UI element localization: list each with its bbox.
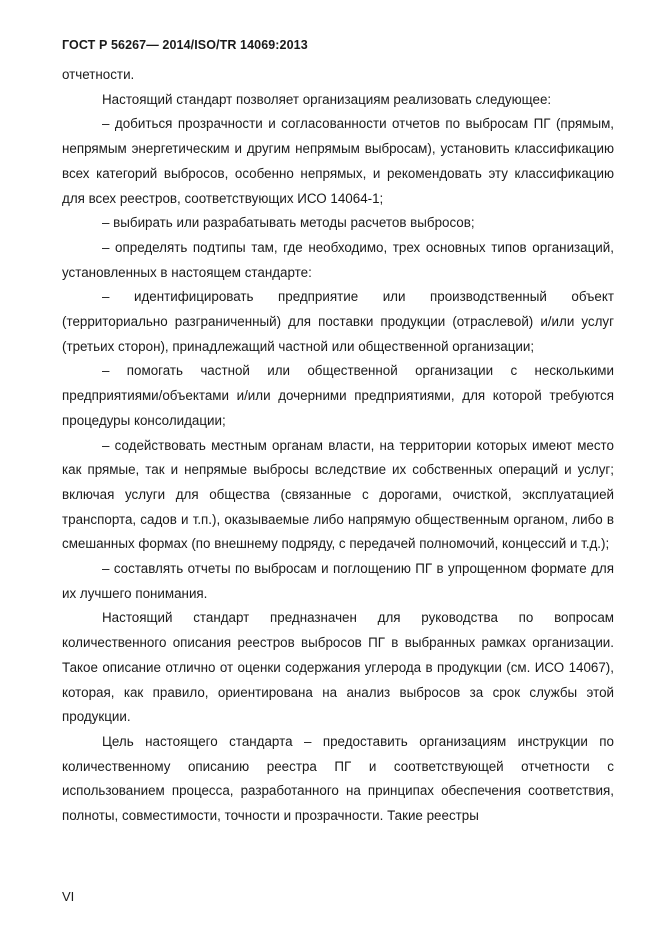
list-item: – составлять отчеты по выбросам и поглощению ПГ в упрощенном формате для их лучшего понимания.	[62, 561, 614, 601]
paragraph: Цель настоящего стандарта – предоставить организациям инструкции по количественному описанию реестра ПГ и соответствующей отчетности с использованием процесса, разработанного на принципах обеспечения соответствия, полноты, совместимости, точности и прозрачности. Такие реестры	[62, 733, 614, 824]
paragraph: Настоящий стандарт предназначен для руководства по вопросам количественного описания реестров выбросов ПГ в выбранных рамках организации. Такое описание отлично от оценки содержания углерода в продукции (см. ИСО 14067), которая, как правило, ориентирована на анализ выбросов за срок службы этой продукции.	[62, 610, 614, 725]
document-body	[62, 63, 614, 829]
list-item: – содействовать местным органам власти, на территории которых имеют место как прямые, так и непрямые выбросы вследствие их собственных операций и услуг; включая услуги для общества (связанные с дорогами, очисткой, эксплуатацией транспорта, садов и т.п.), оказываемые либо напрямую общественным органом, либо в смешанных формах (по внешнему подряду, с передачей полномочий, концессий и т.д.);	[62, 437, 614, 552]
list-item: – идентифицировать предприятие или производственный объект (территориально разграниченный) для поставки продукции (отраслевой) и/или услуг (третьих сторон), принадлежащий частной или общественной организации;	[62, 289, 614, 354]
list-item: – определять подтипы там, где необходимо, трех основных типов организаций, установленных в настоящем стандарте:	[62, 239, 614, 280]
paragraph: отчетности.	[62, 67, 135, 82]
page-number: VI	[62, 889, 75, 904]
paragraph: Настоящий стандарт позволяет организациям реализовать следующее:	[102, 91, 552, 107]
list-item: – выбирать или разрабатывать методы расчетов выбросов;	[102, 215, 475, 231]
list-item: – помогать частной или общественной организации с несколькими предприятиями/объектами и/или дочерними предприятиями, для которой требуются процедуры консолидации;	[62, 363, 614, 428]
document-header: ГОСТ Р 56267— 2014/ISO/TR 14069:2013	[62, 38, 308, 52]
list-item: – добиться прозрачности и согласованности отчетов по выбросам ПГ (прямым, непрямым энергетическим и другим непрямым выбросам), установить классификацию всех категорий выбросов, особенно непрямых, и рекомендовать эту классификацию для всех реестров, соответствующих ИСО 14064-1;	[62, 116, 614, 206]
